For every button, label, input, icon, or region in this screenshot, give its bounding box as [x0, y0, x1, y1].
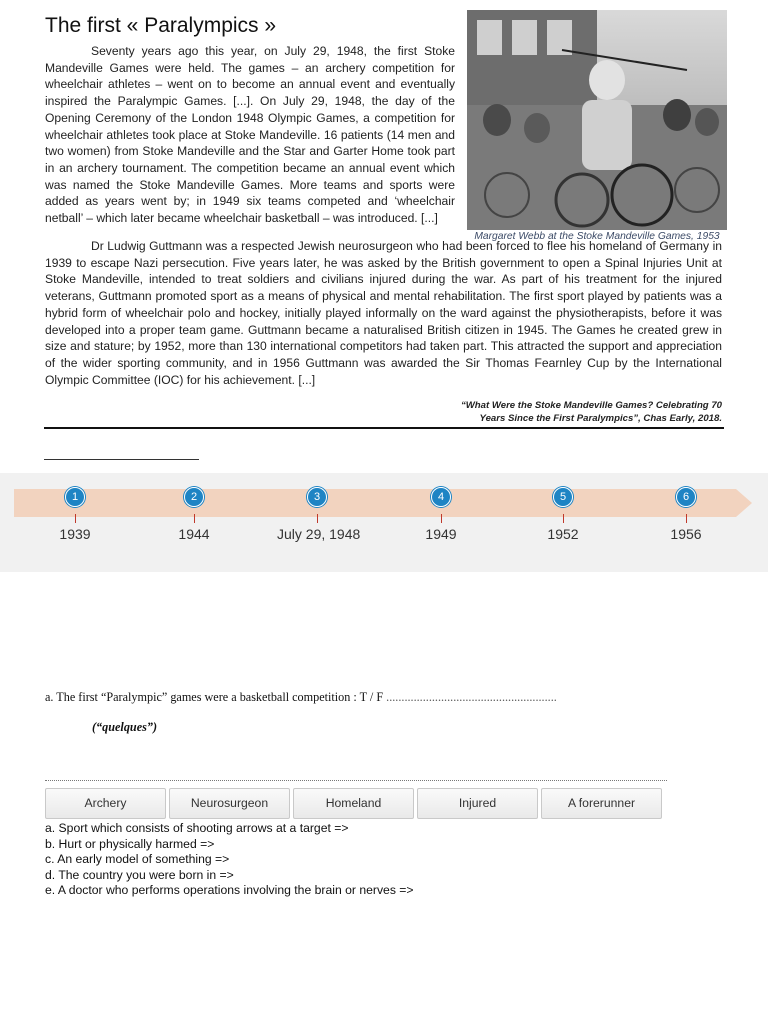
definition-item[interactable]: b. Hurt or physically harmed =>	[45, 836, 215, 851]
timeline-date: 1944	[178, 526, 210, 542]
question-a	[45, 690, 625, 705]
timeline-item	[35, 487, 115, 542]
article-paragraph-1: Seventy years ago this year, on July 29, 1948, the first Stoke Mandeville Games were held. The games – an archery competition for wheelchair athletes – went on to become an annual event and eventually inspired the Paralympic Games. [...]. On July 29, 1948, the day of the Opening Ceremony of the London 1948 Olympic Games, a competition for wheelchair athletes took place at Stoke Mandeville. 16 patients (14 men and two women) from Stoke Mandeville and the Star and Garter Home took part in an archery tournament. The competition became an annual event which was named the Stoke Mandeville Games. More teams and sports were added as years went by; in 1949 six teams competed and ‘wheelchair netball’ – which later became wheelchair basketball – was introduced. [...]	[45, 44, 455, 226]
definition-item[interactable]: d. The country you were born in =>	[45, 867, 234, 882]
timeline-item	[646, 487, 726, 542]
article-title: The first « Paralympics »	[45, 14, 277, 37]
timeline-badge: 3	[307, 487, 327, 507]
timeline-tick	[317, 514, 318, 523]
timeline-item	[277, 487, 361, 542]
word-forerunner-button[interactable]: A forerunner	[541, 788, 662, 819]
timeline	[0, 473, 768, 572]
timeline-tick	[194, 514, 195, 523]
definitions-list	[45, 821, 414, 899]
article-source	[362, 399, 722, 425]
question-a-answer-blank[interactable]: ........................................................	[386, 690, 557, 704]
timeline-item	[401, 487, 481, 542]
definition-item[interactable]: e. A doctor who performs operations involving the brain or nerves =>	[45, 883, 414, 898]
timeline-badge: 4	[431, 487, 451, 507]
timeline-tick	[441, 514, 442, 523]
timeline-date: 1956	[670, 526, 702, 542]
timeline-tick	[563, 514, 564, 523]
photo-caption: Margaret Webb at the Stoke Mandeville Games, 1953	[474, 231, 720, 242]
source-line-1: “What Were the Stoke Mandeville Games? Celebrating 70	[460, 400, 722, 411]
dotted-divider	[45, 780, 667, 781]
timeline-date: July 29, 1948	[277, 526, 361, 542]
definition-item[interactable]: a. Sport which consists of shooting arrows at a target =>	[45, 821, 349, 835]
timeline-badge: 5	[553, 487, 573, 507]
word-injured-button[interactable]: Injured	[417, 788, 538, 819]
timeline-tick	[75, 514, 76, 523]
timeline-date: 1952	[547, 526, 579, 542]
answer-line	[44, 459, 199, 460]
word-neurosurgeon-button[interactable]: Neurosurgeon	[169, 788, 290, 819]
timeline-badge: 6	[676, 487, 696, 507]
quelques-note: (“quelques”)	[92, 720, 157, 734]
timeline-date: 1939	[59, 526, 91, 542]
timeline-item	[154, 487, 234, 542]
question-a-text: a. The first “Paralympic” games were a basketball competition : T / F	[45, 690, 384, 704]
timeline-date: 1949	[425, 526, 457, 542]
word-archery-button[interactable]: Archery	[45, 788, 166, 819]
article-paragraph-2: Dr Ludwig Guttmann was a respected Jewish neurosurgeon who had been forced to flee his homeland of Germany in 1939 to escape Nazi persecution. Five years later, he was asked by the British government to open a Spinal Injuries Unit at Stoke Mandeville, intended to treat soldiers and civilians injured during the war. As part of his treatment for the injured veterans, Guttmann promoted sport as a means of physical and mental rehabilitation. The first sport played by patients was a hybrid form of wheelchair polo and hockey, initially played informally on the ward against the physiotherapists, before it was developed into a proper team game. Guttmann became a naturalised British citizen in 1945. The Games he created grew in size and stature; by 1952, more than 130 international competitors had taken part. This attracted the support and appreciation of the wider sporting community, and in 1956 Guttmann was awarded the Sir Thomas Fearnley Cup by the International Olympic Committee (IOC) for his achievement. [...]	[45, 239, 722, 387]
section-divider	[44, 427, 724, 429]
archery-photo	[467, 10, 727, 230]
word-homeland-button[interactable]: Homeland	[293, 788, 414, 819]
timeline-badge: 2	[184, 487, 204, 507]
source-line-2: Years Since the First Paralympics”, Chas Early, 2018.	[479, 413, 722, 424]
timeline-item	[523, 487, 603, 542]
timeline-badge: 1	[65, 487, 85, 507]
definition-item[interactable]: c. An early model of something =>	[45, 852, 230, 867]
timeline-tick	[686, 514, 687, 523]
